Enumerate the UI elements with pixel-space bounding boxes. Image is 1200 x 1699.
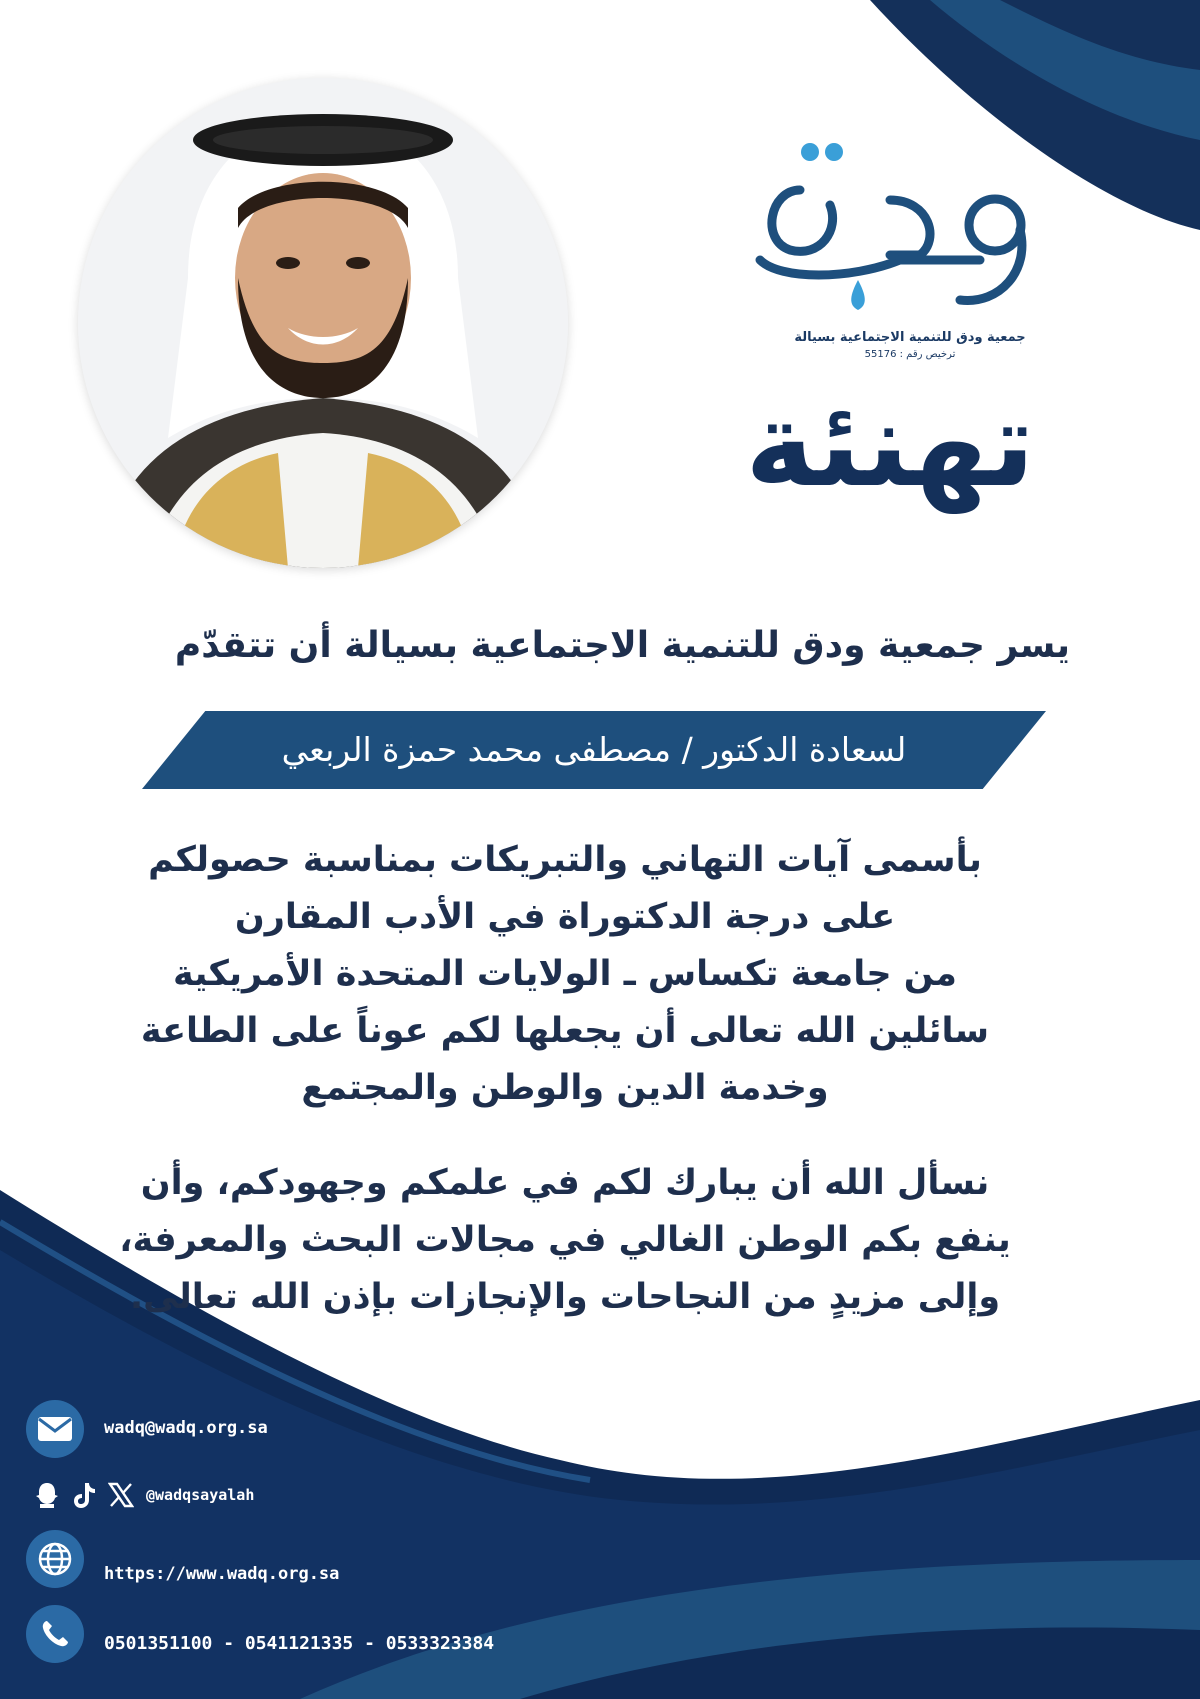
logo-license: ترخيص رقم : 55176 [864,349,956,360]
prayer-line: نسأل الله أن يبارك لكم في علمكم وجهودكم، وأن [140,1163,990,1203]
logo-caption [760,330,1060,360]
email-address[interactable]: wadq@wadq.org.sa [104,1418,268,1438]
contact-website[interactable] [26,1530,626,1590]
message-line: وخدمة الدين والوطن والمجتمع [301,1068,829,1108]
phone-numbers[interactable]: 0501351100 - 0541121335 - 0533323384 [104,1633,495,1654]
prayer-line: ينفع بكم الوطن الغالي في مجالات البحث والمعرفة، [119,1220,1011,1260]
wadq-logo [740,130,1060,324]
x-icon[interactable] [108,1482,134,1508]
social-links [34,1475,254,1515]
message-line: سائلين الله تعالى أن يجعلها لكم عوناً على الطاعة [140,1011,990,1051]
message-line: بأسمى آيات التهاني والتبريكات بمناسبة حصولكم [148,840,982,880]
globe-icon [26,1530,84,1588]
message-line: على درجة الدكتوراة في الأدب المقارن [234,897,896,937]
contact-phone[interactable] [26,1605,626,1665]
social-handle[interactable]: @wadqsayalah [146,1486,255,1504]
prayer-paragraph [100,1155,1030,1326]
message-line: من جامعة تكساس ـ الولايات المتحدة الأمريكية [173,954,957,994]
portrait-photo [78,78,568,568]
person-illustration [78,78,568,568]
logo-org-name: جمعية ودق للتنمية الاجتماعية بسيالة [794,330,1026,345]
snapchat-icon[interactable] [34,1481,60,1509]
phone-icon [26,1605,84,1663]
message-paragraph [100,832,1030,1117]
page-title: تهنئة [744,375,1036,513]
recipient-name: لسعادة الدكتور / مصطفى محمد حمزة الربعي [281,730,907,769]
contact-email[interactable] [26,1400,626,1460]
tiktok-icon[interactable] [72,1481,96,1509]
website-url[interactable]: https://www.wadq.org.sa [104,1564,340,1584]
mail-icon [26,1400,84,1458]
intro-line: يسر جمعية ودق للتنمية الاجتماعية بسيالة أن تتقدّم [174,625,1070,666]
prayer-line: وإلى مزيدٍ من النجاحات والإنجازات بإذن الله تعالى. [129,1277,1001,1317]
logo-wordmark-graphic [740,130,1060,320]
